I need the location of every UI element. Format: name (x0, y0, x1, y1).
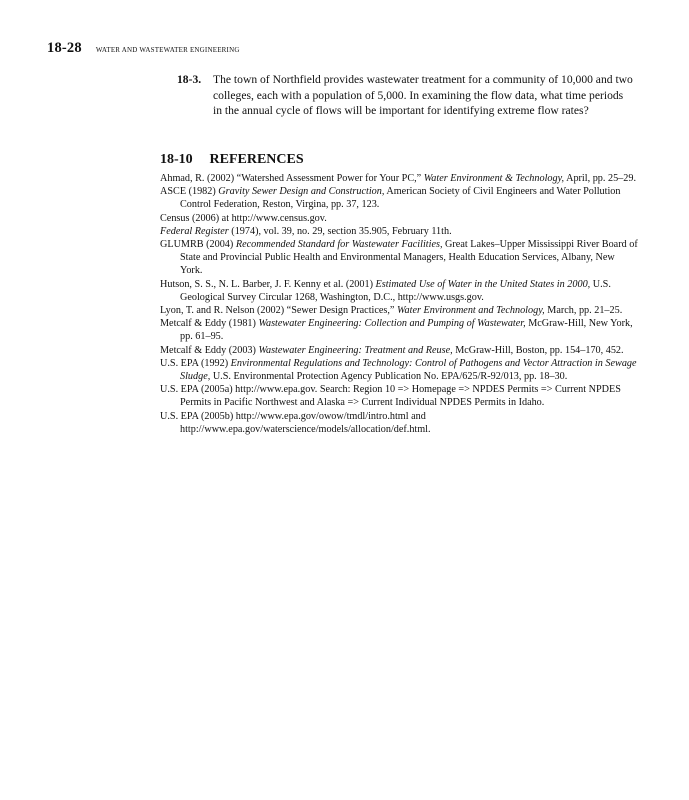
reference-entry (160, 344, 638, 357)
reference-entry (160, 212, 638, 225)
reference-entry (160, 238, 638, 278)
reference-title: Estimated Use of Water in the United States in 2000, (375, 278, 591, 290)
reference-text: U.S. EPA (1992) (160, 357, 231, 369)
reference-text: March, pp. 21–25. (544, 305, 623, 317)
reference-entry (160, 410, 638, 436)
reference-text: GLUMRB (2004) (160, 239, 236, 251)
reference-title: Water Environment and Technology, (397, 305, 545, 317)
reference-text: U.S. EPA (2005b) http://www.epa.gov/owow/tmdl/intro.html and http://www.epa.gov/waterscience/models/allocation/def.html. (160, 410, 431, 435)
reference-title: Environmental Regulations and Technology: Control of Pathogens and Vector Attraction in Sewage Sludge, (180, 357, 637, 383)
section-title: REFERENCES (209, 152, 304, 167)
reference-title: Wastewater Engineering: Treatment and Reuse, (258, 344, 453, 356)
reference-title: Water Environment & Technology, (423, 173, 565, 184)
reference-list (160, 172, 638, 436)
reference-entry (160, 172, 638, 185)
problem-number: 18-3. (177, 73, 202, 86)
reference-text: McGraw-Hill, New York, pp. 61–95. (180, 318, 633, 343)
reference-entry (160, 304, 638, 317)
reference-text: Metcalf & Eddy (1981) (160, 318, 259, 330)
reference-entry (160, 225, 638, 238)
section-heading (160, 152, 304, 168)
reference-text: ASCE (1982) (160, 186, 219, 198)
reference-text: Census (2006) at http://www.census.gov. (160, 212, 327, 224)
reference-entry (160, 383, 638, 409)
reference-title: Federal Register (160, 225, 229, 237)
reference-text: Great Lakes–Upper Mississippi River Board of State and Provincial Public Health and Environmental Managers, Health Education Services, Albany, New York. (180, 239, 638, 277)
reference-entry (160, 278, 638, 304)
reference-text: McGraw-Hill, Boston, pp. 154–170, 452. (452, 344, 624, 356)
reference-text: (1974), vol. 39, no. 29, section 35.905, February 11th. (228, 225, 452, 237)
reference-text: U.S. EPA (2005a) http://www.epa.gov. Search: Region 10 => Homepage => NPDES Permits => Current NPDES Permits in Pacific Northwest and Alaska => Current Individual NPDES Permits in Idaho. (160, 384, 621, 409)
reference-title: Recommended Standard for Wastewater Facilities, (235, 239, 443, 251)
book-title: WATER AND WASTEWATER ENGINEERING (95, 46, 240, 54)
reference-title: Wastewater Engineering: Collection and Pumping of Wastewater, (258, 318, 526, 330)
section-number: 18-10 (160, 152, 193, 167)
reference-text: Hutson, S. S., N. L. Barber, J. F. Kenny et al. (2001) (160, 278, 376, 290)
reference-text: U.S. Environmental Protection Agency Publication No. EPA/625/R-92/013, pp. 18–30. (210, 371, 568, 383)
problem-text: The town of Northfield provides wastewater treatment for a community of 10,000 and two colleges, each with a population of 5,000. In examining the flow data, what time periods in the annual cycle of flows will be important for identifying extreme flow rates? (213, 73, 633, 117)
reference-title: Gravity Sewer Design and Construction, (218, 186, 385, 198)
reference-text: Ahmad, R. (2002) “Watershed Assessment Power for Your PC,” (160, 173, 424, 184)
reference-text: U.S. Geological Survey Circular 1268, Washington, D.C., http://www.usgs.gov. (180, 278, 611, 303)
reference-text: April, pp. 25–29. (564, 173, 636, 184)
page-number: 18-28 (47, 40, 82, 56)
running-head (47, 40, 240, 57)
reference-entry (160, 357, 638, 383)
reference-entry (160, 185, 638, 211)
reference-text: American Society of Civil Engineers and Water Pollution Control Federation, Reston, Virgina, pp. 37, 123. (180, 186, 621, 211)
reference-entry (160, 317, 638, 343)
problem-item (177, 72, 647, 119)
reference-text: Metcalf & Eddy (2003) (160, 344, 259, 356)
reference-text: Lyon, T. and R. Nelson (2002) “Sewer Design Practices,” (160, 305, 397, 317)
